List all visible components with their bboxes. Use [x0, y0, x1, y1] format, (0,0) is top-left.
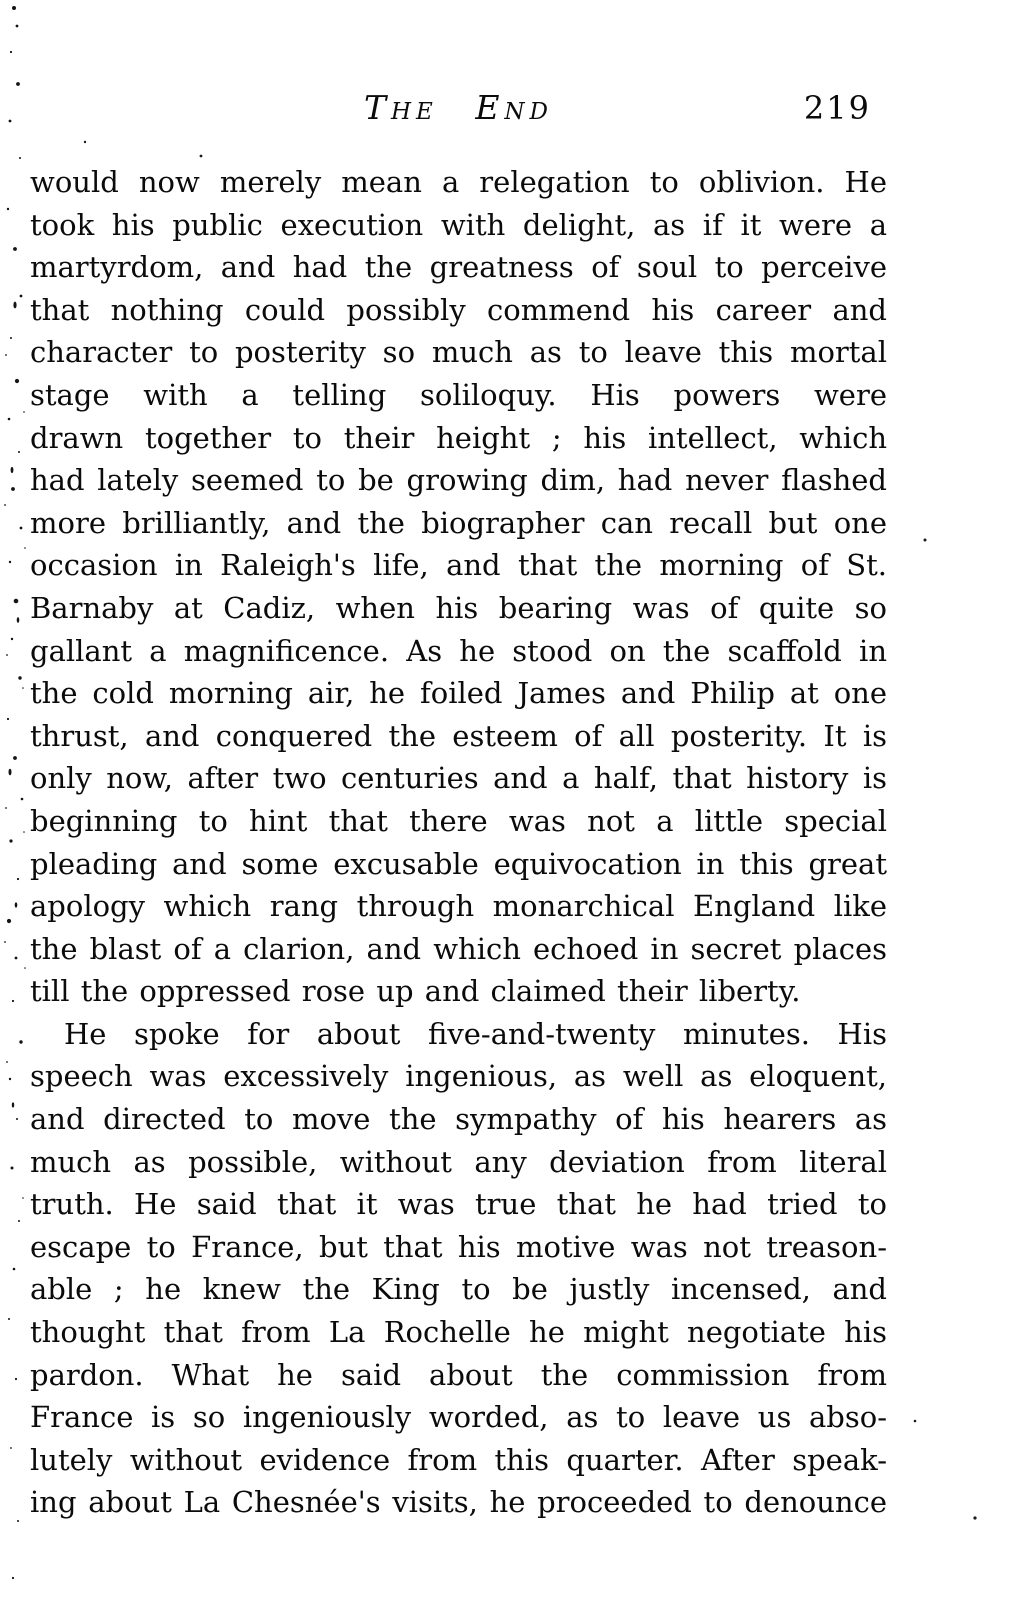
running-title: The End: [363, 88, 553, 127]
text-line: Barnaby at Cadiz, when his bearing was of quite so: [30, 590, 887, 625]
text-line: gallant a magnificence. As he stood on the scaffold in: [30, 633, 887, 668]
text-line: had lately seemed to be growing dim, had never flashed: [30, 463, 887, 498]
text-line: the cold morning air, he foiled James and Philip at one: [30, 676, 887, 711]
text-line: and directed to move the sympathy of his hearers as: [30, 1102, 887, 1137]
text-line: escape to France, but that his motive was not treason-: [30, 1229, 887, 1264]
text-line: martyrdom, and had the greatness of soul to perceive: [30, 250, 887, 285]
text-line: much as possible, without any deviation from literal: [30, 1144, 887, 1179]
paragraph: [30, 161, 887, 1013]
text-line: more brilliantly, and the biographer can recall but one: [30, 505, 887, 540]
text-line: pleading and some excusable equivocation in this great: [30, 846, 887, 881]
text-line: lutely without evidence from this quarter. After speak-: [30, 1442, 887, 1477]
text-line: the blast of a clarion, and which echoed in secret places: [30, 931, 887, 966]
text-line: ing about La Chesnée's visits, he proceeded to denounce: [30, 1485, 887, 1520]
text-line: occasion in Raleigh's life, and that the morning of St.: [30, 548, 887, 583]
text-line: would now merely mean a relegation to oblivion. He: [30, 165, 887, 199]
text-line: able ; he knew the King to be justly incensed, and: [30, 1272, 887, 1307]
text-line: thought that from La Rochelle he might negotiate his: [30, 1315, 887, 1350]
text-line: till the oppressed rose up and claimed their liberty.: [30, 974, 801, 1009]
text-line: apology which rang through monarchical England like: [30, 889, 887, 924]
text-line: France is so ingeniously worded, as to leave us abso-: [30, 1400, 887, 1435]
text-line: that nothing could possibly commend his career and: [30, 292, 887, 327]
body-text: [30, 161, 887, 1524]
text-line: stage with a telling soliloquy. His powers were: [30, 377, 887, 412]
text-line: truth. He said that it was true that he had tried to: [30, 1187, 887, 1222]
text-line: only now, after two centuries and a half, that history is: [30, 761, 887, 796]
paragraph: [30, 1013, 887, 1524]
text-line: character to posterity so much as to leave this mortal: [30, 335, 887, 370]
text-line: speech was excessively ingenious, as well as eloquent,: [30, 1059, 887, 1094]
page-number: 219: [803, 89, 871, 127]
text-line: thrust, and conquered the esteem of all posterity. It is: [30, 718, 887, 753]
text-line: He spoke for about five-and-twenty minutes. His: [64, 1016, 887, 1051]
text-line: drawn together to their height ; his intellect, which: [30, 420, 887, 455]
page-header: [30, 84, 887, 132]
text-line: pardon. What he said about the commission from: [30, 1357, 887, 1392]
text-line: took his public execution with delight, as if it were a: [30, 207, 887, 242]
text-line: beginning to hint that there was not a little special: [30, 803, 887, 838]
